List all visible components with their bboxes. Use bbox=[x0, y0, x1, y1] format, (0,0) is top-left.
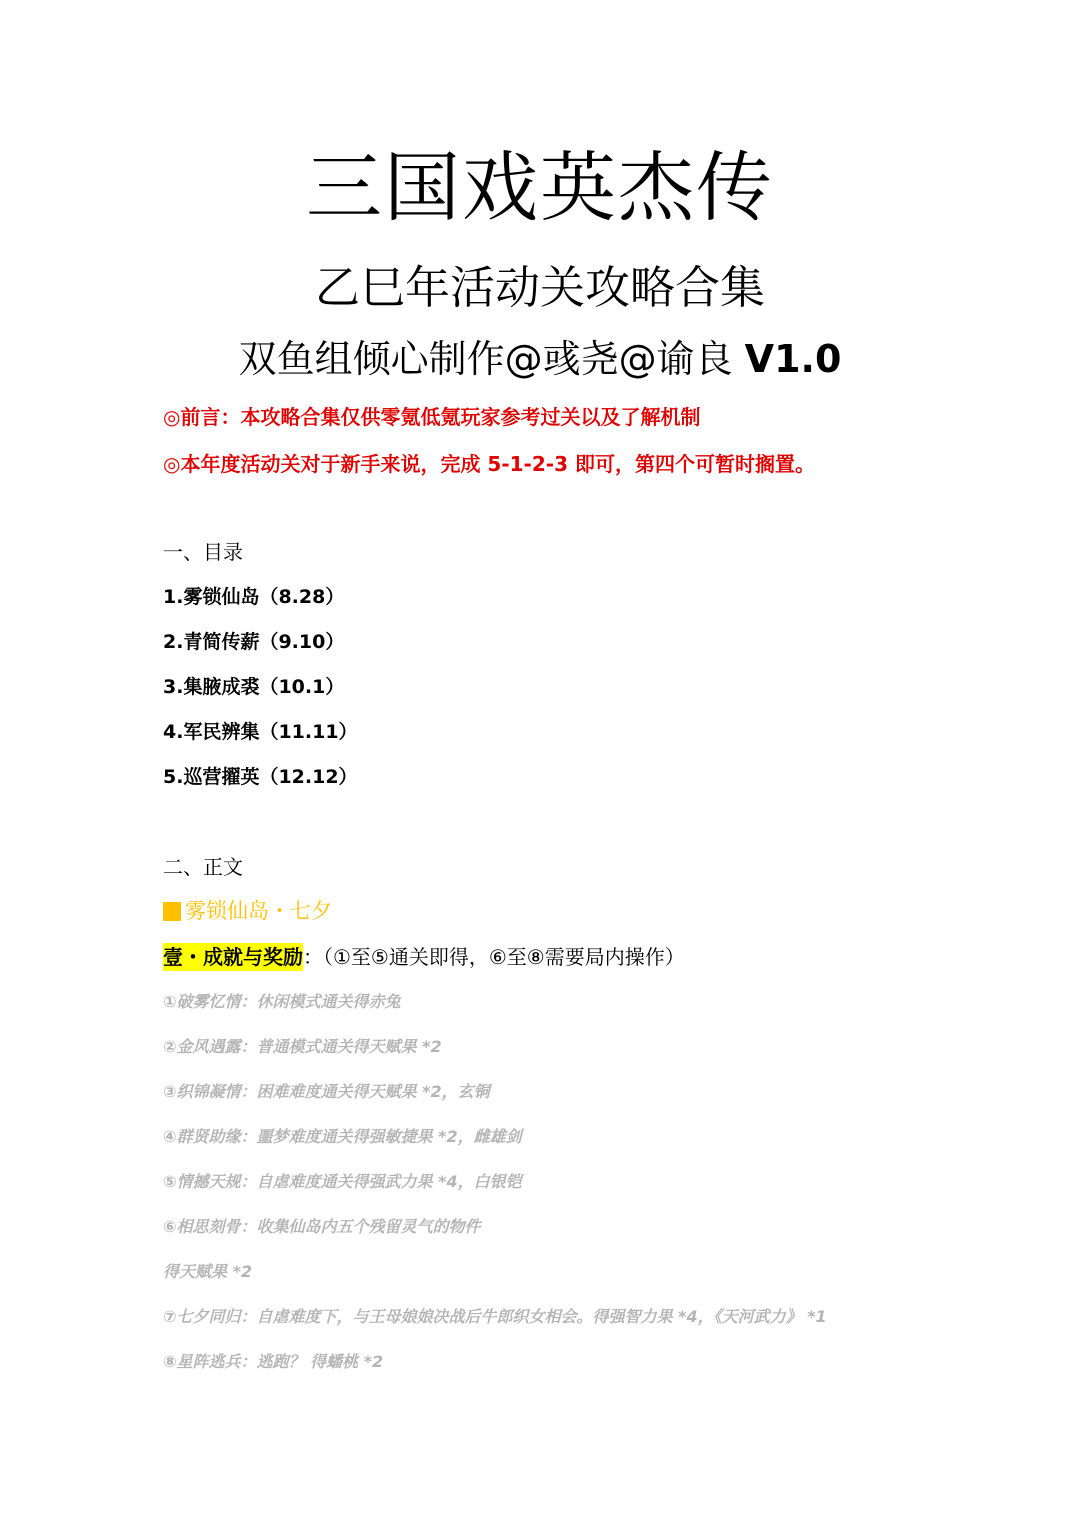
toc-item: 3.集腋成裘（10.1） bbox=[163, 676, 345, 698]
section-note: ：（①至⑤通关即得，⑥至⑧需要局内操作） bbox=[303, 945, 685, 969]
toc-item: 5.巡营擢英（12.12） bbox=[163, 766, 358, 788]
section-heading bbox=[163, 947, 685, 967]
beginner-note: ◎本年度活动关对于新手来说，完成 5-1-2-3 即可，第四个可暂时搁置。 bbox=[163, 452, 815, 476]
achievement-item: 得天赋果 *2 bbox=[163, 1262, 253, 1281]
achievement-item: ③织锦凝情：困难难度通关得天赋果 *2，玄铜 bbox=[163, 1082, 490, 1101]
achievement-item: ⑥相思刻骨：收集仙岛内五个残留灵气的物件 bbox=[163, 1217, 481, 1236]
achievement-item: ⑦七夕同归：自虐难度下，与王母娘娘决战后牛郎织女相会。得强智力果 *4，《天河武力》 *1 bbox=[163, 1307, 827, 1326]
achievement-item: ①破雾忆情：休闲模式通关得赤兔 bbox=[163, 992, 401, 1011]
achievement-item: ④群贤助缘：噩梦难度通关得强敏捷果 *2，雌雄剑 bbox=[163, 1127, 522, 1146]
toc-item: 1.雾锁仙岛（8.28） bbox=[163, 586, 345, 608]
achievement-item: ⑧星阵逃兵：逃跑？ 得蟠桃 *2 bbox=[163, 1352, 384, 1371]
foreword-note: ◎前言：本攻略合集仅供零氪低氪玩家参考过关以及了解机制 bbox=[163, 405, 701, 429]
credit-text: 双鱼组倾心制作@彧尧@谕良 bbox=[238, 337, 745, 381]
chapter-title-text: 雾锁仙岛・七夕 bbox=[185, 899, 332, 923]
achievement-item: ⑤情撼天规：自虐难度通关得强武力果 *4，白银铠 bbox=[163, 1172, 522, 1191]
section-label: 壹・成就与奖励 bbox=[163, 945, 303, 969]
square-bullet-icon bbox=[163, 902, 181, 921]
body-heading: 二、正文 bbox=[163, 855, 243, 879]
chapter-title bbox=[163, 901, 332, 922]
toc-item: 2.青简传薪（9.10） bbox=[163, 631, 345, 653]
toc-heading: 一、目录 bbox=[163, 540, 243, 564]
toc-item: 4.军民辨集（11.11） bbox=[163, 721, 358, 743]
credit-line bbox=[0, 337, 1080, 381]
achievement-item: ②金风遇露：普通模式通关得天赋果 *2 bbox=[163, 1037, 442, 1056]
document-subtitle: 乙巳年活动关攻略合集 bbox=[314, 261, 765, 314]
version-label: V1.0 bbox=[744, 337, 842, 381]
document-title: 三国戏英杰传 bbox=[306, 143, 774, 232]
